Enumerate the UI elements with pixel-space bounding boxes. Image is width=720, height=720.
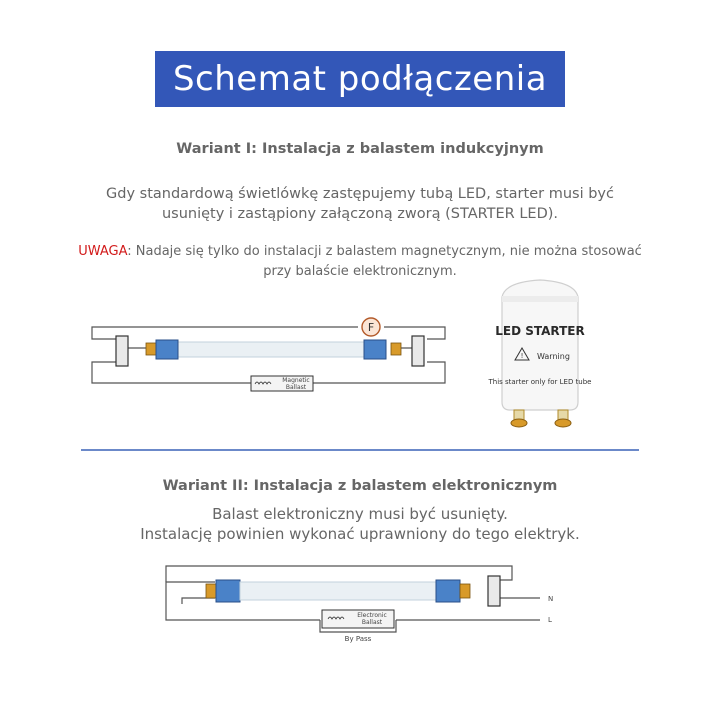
- ballast-label2: Ballast: [285, 384, 307, 391]
- v2-right-lampholder: [488, 576, 500, 606]
- starter-label: LED STARTER: [495, 324, 585, 338]
- variant2-text-line1: Balast elektroniczny musi być usunięty.: [212, 505, 508, 523]
- svg-text:!: !: [520, 352, 524, 360]
- v2-led-tube-body: [240, 582, 436, 600]
- ballast-label1: Magnetic: [282, 377, 310, 384]
- variant1-heading: Wariant I: Instalacja z balastem indukcyjnym: [176, 141, 544, 157]
- warning-text2: przy balaście elektronicznym.: [263, 264, 457, 279]
- v2-right-tube-cap: [436, 580, 460, 602]
- fuse-label: F: [367, 321, 375, 334]
- bypass-label: By Pass: [344, 635, 372, 643]
- variant2-text-line2: Instalację powinien wykonać uprawniony do tego elektryk.: [140, 525, 580, 543]
- v2-ballast-label1: Electronic: [357, 612, 387, 619]
- v2-right-pins: [460, 584, 470, 598]
- starter-warning: Warning: [537, 352, 570, 361]
- starter-note: This starter only for LED tube: [488, 378, 592, 386]
- warning-label: UWAGA: [78, 244, 128, 259]
- variant1-text-line2: usunięty i zastąpiony załączoną zworą (STARTER LED).: [161, 206, 559, 222]
- l-label: L: [548, 616, 552, 624]
- v2-left-pins: [206, 584, 216, 598]
- variant2-heading: Wariant II: Instalacja z balastem elektronicznym: [162, 478, 558, 494]
- v2-left-tube-cap: [216, 580, 240, 602]
- page-title: Schemat podłączenia: [155, 51, 565, 107]
- v2-ballast-label2: Ballast: [361, 619, 383, 626]
- n-label: N: [548, 595, 554, 603]
- variant1-text-line1: Gdy standardową świetlówkę zastępujemy tubą LED, starter musi być: [106, 186, 614, 202]
- warning-text1: : Nadaje się tylko do instalacji z balastem magnetycznym, nie można stosować: [127, 244, 642, 259]
